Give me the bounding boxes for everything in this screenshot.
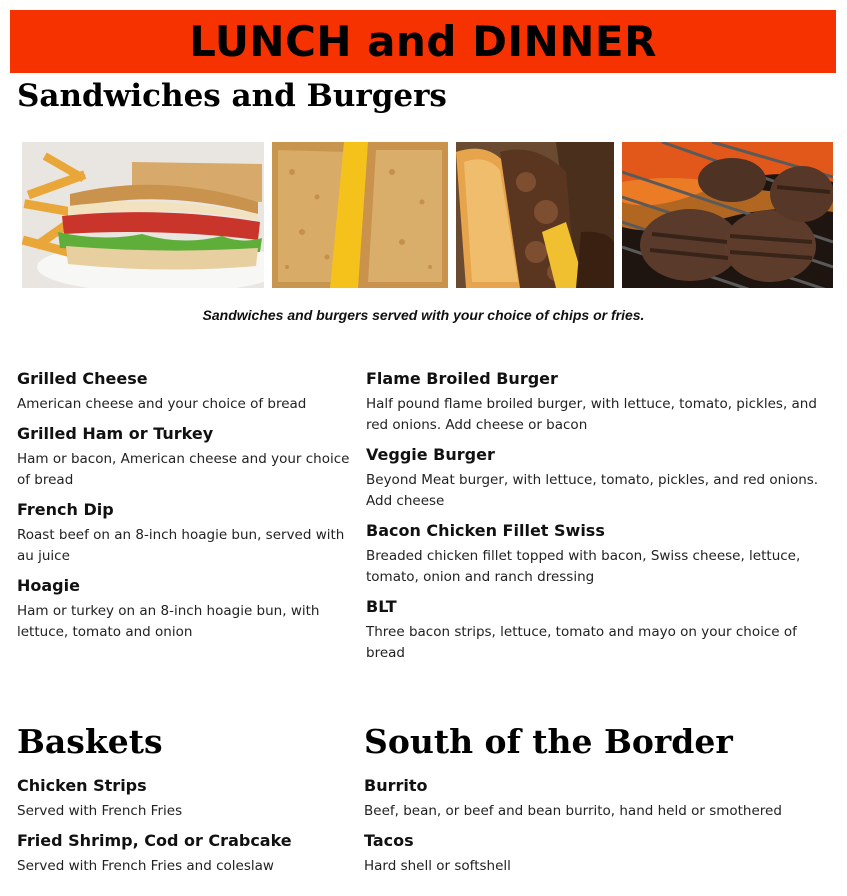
item-description: Served with French Fries xyxy=(17,803,183,819)
grilled-cheese-photo xyxy=(272,142,448,288)
item-name: Flame Broiled Burger xyxy=(366,369,558,388)
menu-item xyxy=(17,499,357,567)
item-description: Breaded chicken fillet topped with bacon, Swiss cheese, lettuce, tomato, onion and ranch dressing xyxy=(366,548,801,585)
section-title-baskets: Baskets xyxy=(17,722,163,761)
menu-item xyxy=(366,444,831,512)
item-description: American cheese and your choice of bread xyxy=(17,396,307,412)
french-dip-photo xyxy=(456,142,614,288)
menu-item xyxy=(364,775,829,822)
page-title: LUNCH and DINNER xyxy=(189,17,657,66)
item-name: BLT xyxy=(366,597,397,616)
header-banner xyxy=(10,10,836,73)
menu-item xyxy=(366,520,831,588)
item-name: Grilled Cheese xyxy=(17,369,148,388)
item-name: Veggie Burger xyxy=(366,445,495,464)
baskets-column xyxy=(17,775,357,885)
item-name: Hoagie xyxy=(17,576,80,595)
menu-item xyxy=(366,596,831,664)
menu-column-left xyxy=(17,368,357,651)
item-name: Grilled Ham or Turkey xyxy=(17,424,214,443)
menu-column-right xyxy=(366,368,831,672)
sides-note: Sandwiches and burgers served with your choice of chips or fries. xyxy=(202,307,645,323)
section-title-sandwiches: Sandwiches and Burgers xyxy=(17,78,447,114)
item-name: Burrito xyxy=(364,776,428,795)
item-name: French Dip xyxy=(17,500,114,519)
menu-item xyxy=(364,830,829,877)
menu-item xyxy=(17,775,357,822)
item-name: Tacos xyxy=(364,831,414,850)
item-description: Ham or turkey on an 8-inch hoagie bun, with lettuce, tomato and onion xyxy=(17,603,320,640)
item-description: Beyond Meat burger, with lettuce, tomato, pickles, and red onions. Add cheese xyxy=(366,472,819,509)
burgers-on-grill-photo xyxy=(622,142,833,288)
menu-item xyxy=(17,368,357,415)
menu-item xyxy=(17,575,357,643)
menu-item xyxy=(366,368,831,436)
item-name: Fried Shrimp, Cod or Crabcake xyxy=(17,831,292,850)
photo-strip xyxy=(0,142,847,288)
item-description: Half pound flame broiled burger, with lettuce, tomato, pickles, and red onions. Add cheese or bacon xyxy=(366,396,817,433)
south-of-the-border-column xyxy=(364,775,829,885)
item-name: Chicken Strips xyxy=(17,776,147,795)
item-description: Hard shell or softshell xyxy=(364,858,511,874)
item-name: Bacon Chicken Fillet Swiss xyxy=(366,521,605,540)
menu-item xyxy=(17,830,357,877)
item-description: Beef, bean, or beef and bean burrito, hand held or smothered xyxy=(364,803,782,819)
menu-item xyxy=(17,423,357,491)
item-description: Ham or bacon, American cheese and your choice of bread xyxy=(17,451,350,488)
section-title-south-of-the-border: South of the Border xyxy=(364,722,733,761)
blt-sandwich-photo xyxy=(22,142,264,288)
item-description: Roast beef on an 8-inch hoagie bun, served with au juice xyxy=(17,527,345,564)
item-description: Three bacon strips, lettuce, tomato and mayo on your choice of bread xyxy=(366,624,797,661)
item-description: Served with French Fries and coleslaw xyxy=(17,858,274,874)
